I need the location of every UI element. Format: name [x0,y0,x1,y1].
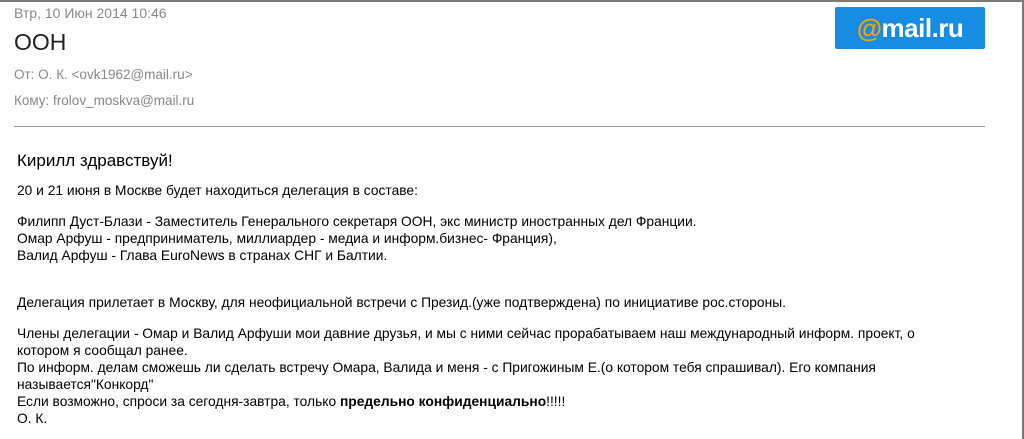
member-line: Омар Арфуш - предприниматель, миллиардер - медиа и информ.бизнес- Франция), [17,231,557,246]
message-body [17,150,977,427]
paragraph-line: котором я сообщал ранее. [17,343,188,358]
paragraph-line: Члены делегации - Омар и Валид Арфуши мои давние друзья, и мы с ними сейчас прорабатываем наш международный информ. проект, о [17,326,915,341]
member-line: Филипп Дуст-Блази - Заместитель Генерального секретаря ООН, экс министр иностранных дел Франции. [17,214,697,229]
paragraph-line [17,393,977,410]
paragraph-line: По информ. делам сможешь ли сделать встречу Омара, Валида и меня - с Пригожиным Е.(о котором тебя спрашивал). Его компания [17,360,876,375]
paragraph-text: !!!!! [546,394,566,409]
logo-name: mail [881,12,932,43]
message-subject: ООН [14,29,67,55]
mailru-logo [835,7,985,49]
signature: О. К. [17,411,48,426]
member-line: Валид Арфуш - Глава EuroNews в странах СНГ и Балтии. [17,248,388,263]
message-date: Втр, 10 Июн 2014 10:46 [14,5,167,21]
greeting-line: Кирилл здравствуй! [17,151,173,170]
logo-at-sign: @ [856,12,882,43]
paragraph-text: Если возможно, спроси за сегодня-завтра, только [17,394,340,409]
logo-tld: ru [938,12,964,43]
sender-field: От: О. К. <ovk1962@mail.ru> [14,67,193,82]
window-top-border [0,0,1024,2]
paragraph-line: называется"Конкорд" [17,377,154,392]
emphasis-text: предельно конфиденциально [339,394,547,409]
logo-dot: . [931,12,939,43]
purpose-line: Делегация прилетает в Москву, для неофициальной встречи с Презид.(уже подтверждена) по инициативе рос.стороны. [17,295,786,310]
recipient-field: Кому: frolov_moskva@mail.ru [14,93,195,108]
intro-line: 20 и 21 июня в Москве будет находиться делегация в составе: [17,183,418,198]
header-divider [14,126,985,127]
